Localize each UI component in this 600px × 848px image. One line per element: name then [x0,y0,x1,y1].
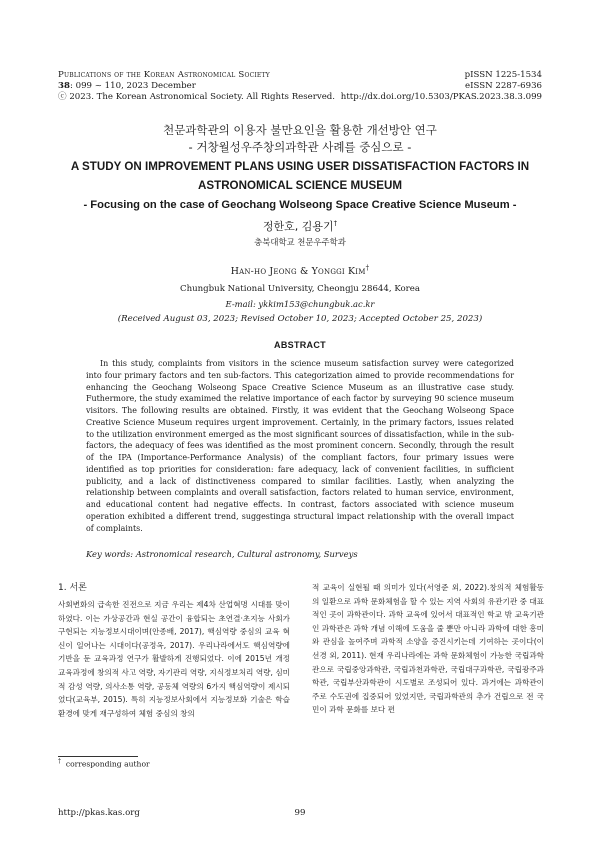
submission-dates: (Received August 03, 2023; Revised October 10, 2023; Accepted October 25, 2023) [117,314,483,324]
intro-paragraph-right: 적 교육이 실현될 때 의미가 있다(서영준 외, 2022).창의적 체험활동의 일환으로 과학 문화체험을 할 수 있는 지역 사회의 유관기관 중 대표적인 곳이 과학관이다. 과학 교육에 있어서 대표적인 학교 밖 교육기관인 과학관은 과학 개념 이해에 도움을 줄 뿐만 아니라 과학에 대한 흥미와 관심을 높여주며 과학적 소양을 증진시키는데 기여하는 곳이다(이선경 외, 2011). 현재 우리나라에는 과학 문화체험이 가능한 국립과학관으로 국립중앙과학관, 국립과천과학관, 국립대구과학관, 국립광주과학관, 국립부산과학관이 시도별로 조성되어 있다. 과거에는 과학관이 주로 수도권에 집중되어 있었지만, 국립과학관의 추가 건립으로 전 국민이 과학 문화를 보다 편 [312,583,544,715]
journal-name: Publications of the Korean Astronomical Society [58,70,270,80]
footnote-rule [58,756,138,757]
author-email[interactable]: E-mail: ykkim153@chungbuk.ac.kr [225,299,375,309]
section-heading-introduction: 1. 서론 [58,583,87,593]
subtitle-korean: - 거창월성우주창의과학관 사례를 중심으로 - [188,140,412,154]
footnote-text: corresponding author [65,759,150,769]
authors-korean [40,218,560,234]
volume-pages-date: : 099 ~ 110, 2023 December [69,81,196,91]
author-names-ko: 정한호, 김용기 [262,220,334,233]
title-english-line1: A STUDY ON IMPROVEMENT PLANS USING USER DISSATISFACTION FACTORS IN [70,160,530,173]
intro-paragraph-left: 사회변화의 급속한 진전으로 지금 우리는 제4차 산업혁명 시대를 맞이하였다. 이는 가상공간과 현실 공간이 융합되는 초연결·초지능 사회가 구현되는 지능정보시대이며(안종배, 2017), 핵심역량 중심의 교육 혁신이 일어나는 시대이다(공정옥, 2017). 우리나라에서도 핵심역량에 기반을 둔 교육과정 연구가 활발하게 진행되었다. 이에 2015년 개정 교육과정에 창의적 사고 역량, 자기관리 역량, 지식정보처리 역량, 심미적 감성 역량, 의사소통 역량, 공동체 역량의 6가지 핵심역량이 제시되었다(교육부, 2015). 특히 지능정보사회에서 지능정보화 기술은 학습 환경에 맞게 재구성하여 체험 중심의 창의 [58,600,290,718]
subtitle-english: - Focusing on the case of Geochang Wolseong Space Creative Science Museum - [83,199,517,211]
issn-block [322,70,542,103]
pissn: pISSN 1225-1534 [464,70,542,80]
doi-link[interactable]: http://dx.doi.org/10.5303/PKAS.2023.38.3.099 [340,92,542,102]
page-number: 99 [294,808,306,818]
author-names-en: Han-ho Jeong & Yonggi Kim [230,266,366,278]
footer-url[interactable]: http://pkas.kas.org [58,808,140,818]
title-korean: 천문과학관의 이용자 불만요인을 활용한 개선방안 연구 [163,123,437,137]
affiliation-english: Chungbuk National University, Cheongju 28644, Korea [180,284,420,294]
corresponding-mark-ko: † [333,219,338,228]
abstract-heading: ABSTRACT [274,340,326,350]
corresponding-mark-en: † [365,264,370,272]
footnote [58,758,150,769]
abstract-body [86,358,514,534]
title-block [40,122,560,213]
keywords: Key words: Astronomical research, Cultural astronomy, Surveys [86,549,358,559]
authors-english [40,264,560,277]
footnote-mark: † [58,758,61,765]
affiliation-korean: 충북대학교 천문우주학과 [254,237,346,247]
title-english-line2: ASTRONOMICAL SCIENCE MUSEUM [198,179,402,192]
body-column-left [58,598,290,720]
copyright-line: ⓒ 2023. The Korean Astronomical Society. All Rights Reserved. [58,92,336,102]
volume-number: 38 [58,81,70,91]
abstract-text: In this study, complaints from visitors in the science museum satisfaction survey were categorized into four primary factors and ten sub-factors. This categorization aimed to provide recommendations for enhancing the Geochang Wolseong Space Creative Science Museum as an illustrative case study. Futhermore, the study examimed the relative importance of each factor by surveying 90 science museum visitors. The following results are obtained. Firstly, it was evident that the Geochang Wolseong Space Creative Science Museum requires urgent improvement. Certainly, in the primary factors, issues related to the utilization environment emerged as the most significant sources of dissatisfaction, while in the sub-factors, the adequacy of fees was identified as the most prominent concern. Secondly, through the result of the IPA (Importance-Performance Analysis) of the compliant factors, four primary issues were identified as top priorities for consideration: fare adequacy, lack of convenient facilities, in sufficient publicity, and a lack of distinctiveness compared to similar facilities. Lastly, when analyzing the relationship between complaints and overall satisfaction, factors related to human service, environment, and educational content had negative effects. In contrast, factors associated with science museum operation exhibited a different trend, suggestinga structural impact relationship with the overall impact of complaints. [86,359,514,533]
eissn: eISSN 2287-6936 [465,81,542,91]
body-column-right [312,581,544,717]
